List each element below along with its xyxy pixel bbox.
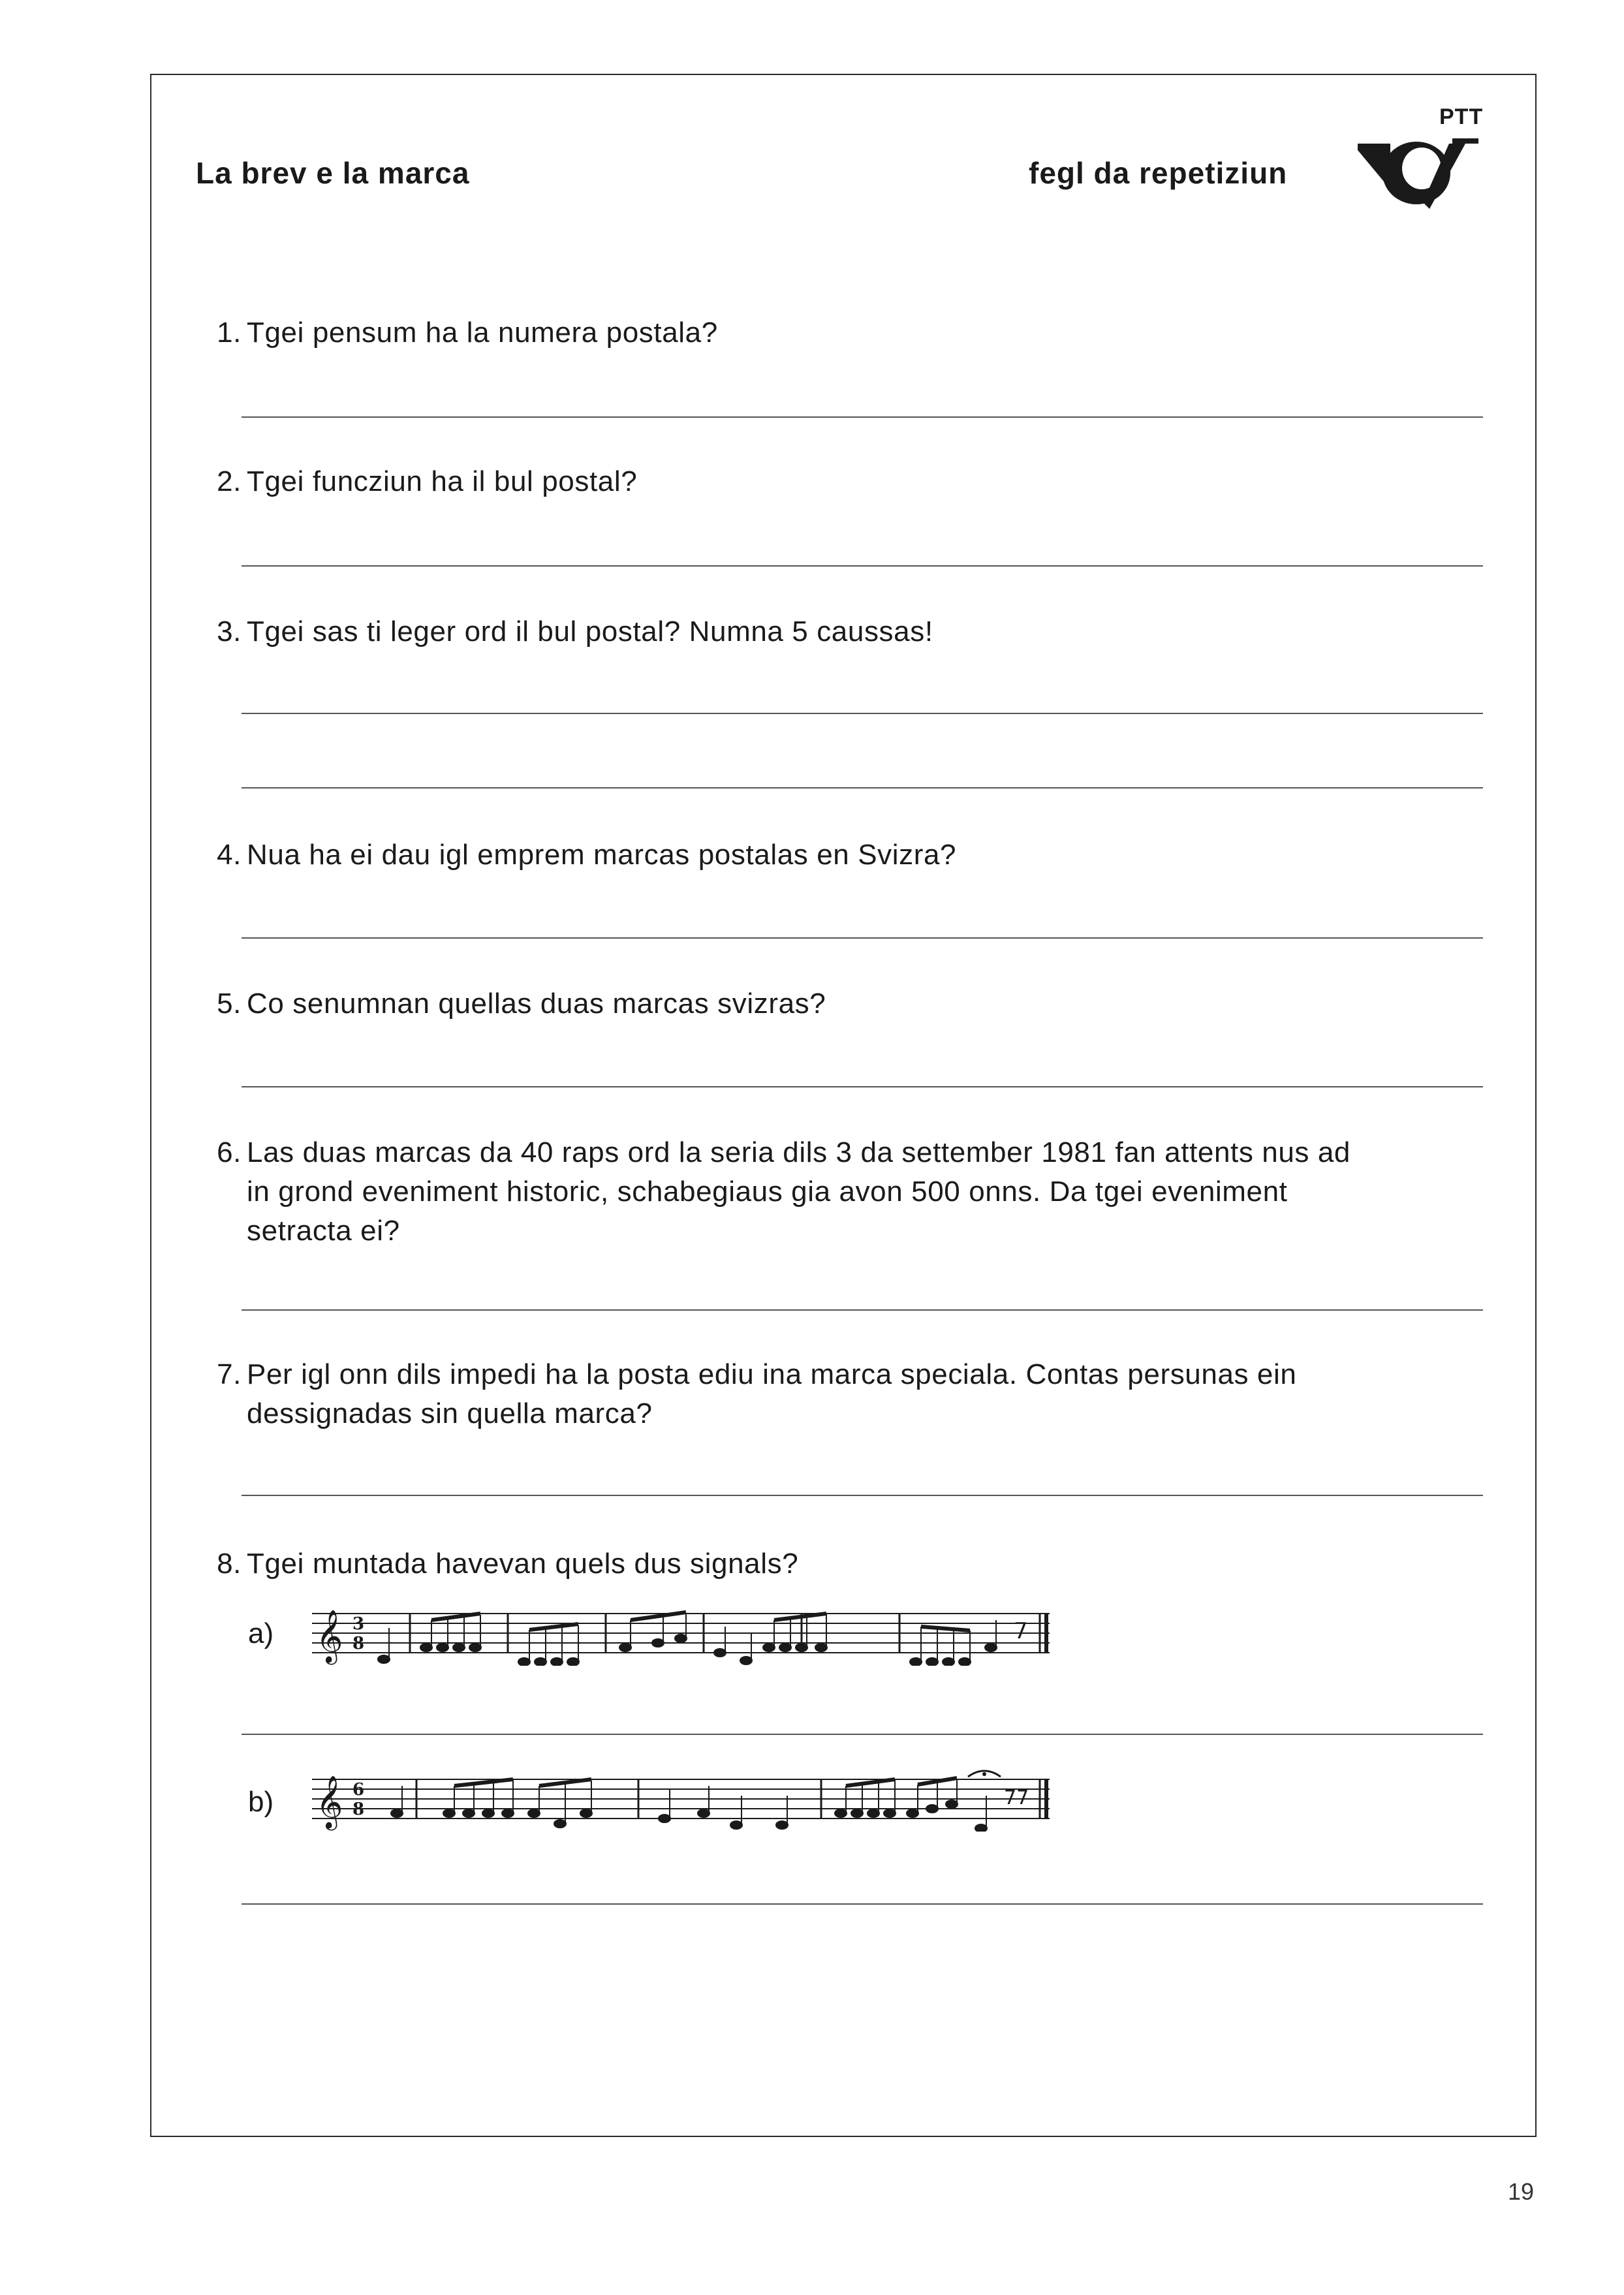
question-text: Tgei sas ti leger ord il bul postal? Numna 5 caussas! [247, 616, 933, 648]
question-number: 1. [217, 317, 242, 349]
signal-a-music-staff [312, 1600, 1050, 1666]
question-number: 6. [217, 1136, 242, 1168]
svg-text:6: 6 [352, 1780, 365, 1800]
question-text: Tgei muntada havevan quels dus signals? [247, 1548, 799, 1580]
answer-line[interactable] [242, 416, 1483, 418]
answer-line[interactable] [242, 1734, 1483, 1735]
question-number: 5. [217, 988, 242, 1020]
question-text: Tgei pensum ha la numera postala? [247, 317, 718, 349]
answer-line[interactable] [242, 1495, 1483, 1496]
question-number: 4. [217, 839, 242, 871]
svg-text:77: 77 [1004, 1787, 1029, 1809]
question-number: 8. [217, 1548, 242, 1580]
signal-b-label: b) [248, 1786, 274, 1818]
answer-line[interactable] [242, 787, 1483, 788]
signal-b-music-staff [312, 1766, 1050, 1832]
question-text: Tgei funcziun ha il bul postal? [247, 465, 638, 497]
worksheet-subtitle: fegl da repetiziun [1029, 156, 1288, 190]
answer-line[interactable] [242, 1309, 1483, 1311]
answer-line[interactable] [242, 937, 1483, 939]
page-number: 19 [1508, 2178, 1535, 2205]
svg-text:3: 3 [352, 1614, 365, 1634]
svg-text:8: 8 [352, 1800, 365, 1819]
worksheet-title: La brev e la marca [196, 156, 470, 190]
svg-text:8: 8 [352, 1634, 365, 1653]
question-text-line: dessignadas sin quella marca? [247, 1397, 653, 1429]
answer-line[interactable] [242, 565, 1483, 567]
answer-line[interactable] [242, 1086, 1483, 1087]
question-number: 2. [217, 465, 242, 497]
question-text-line: setracta ei? [247, 1215, 400, 1247]
question-text-line: Per igl onn dils impedi ha la posta ediu ina marca speciala. Contas persunas ein [247, 1358, 1297, 1390]
question-text: Nua ha ei dau igl emprem marcas postalas en Svizra? [247, 839, 957, 871]
question-number: 7. [217, 1358, 242, 1390]
question-text-line: Las duas marcas da 40 raps ord la seria dils 3 da settember 1981 fan attents nus ad [247, 1136, 1351, 1168]
signal-a-label: a) [248, 1617, 274, 1649]
question-text: Co senumnan quellas duas marcas svizras? [247, 988, 826, 1020]
question-text [247, 1355, 1495, 1433]
svg-text:7: 7 [1014, 1618, 1028, 1644]
question-text [247, 1133, 1495, 1251]
answer-line[interactable] [242, 713, 1483, 714]
answer-line[interactable] [242, 1903, 1483, 1905]
svg-text:𝄞: 𝄞 [316, 1775, 343, 1828]
question-text-line: in grond eveniment historic, schabegiaus gia avon 500 onns. Da tgei eveniment [247, 1176, 1288, 1208]
question-number: 3. [217, 616, 242, 648]
svg-text:𝄞: 𝄞 [316, 1609, 343, 1663]
ptt-logo-text: PTT [1439, 104, 1484, 129]
